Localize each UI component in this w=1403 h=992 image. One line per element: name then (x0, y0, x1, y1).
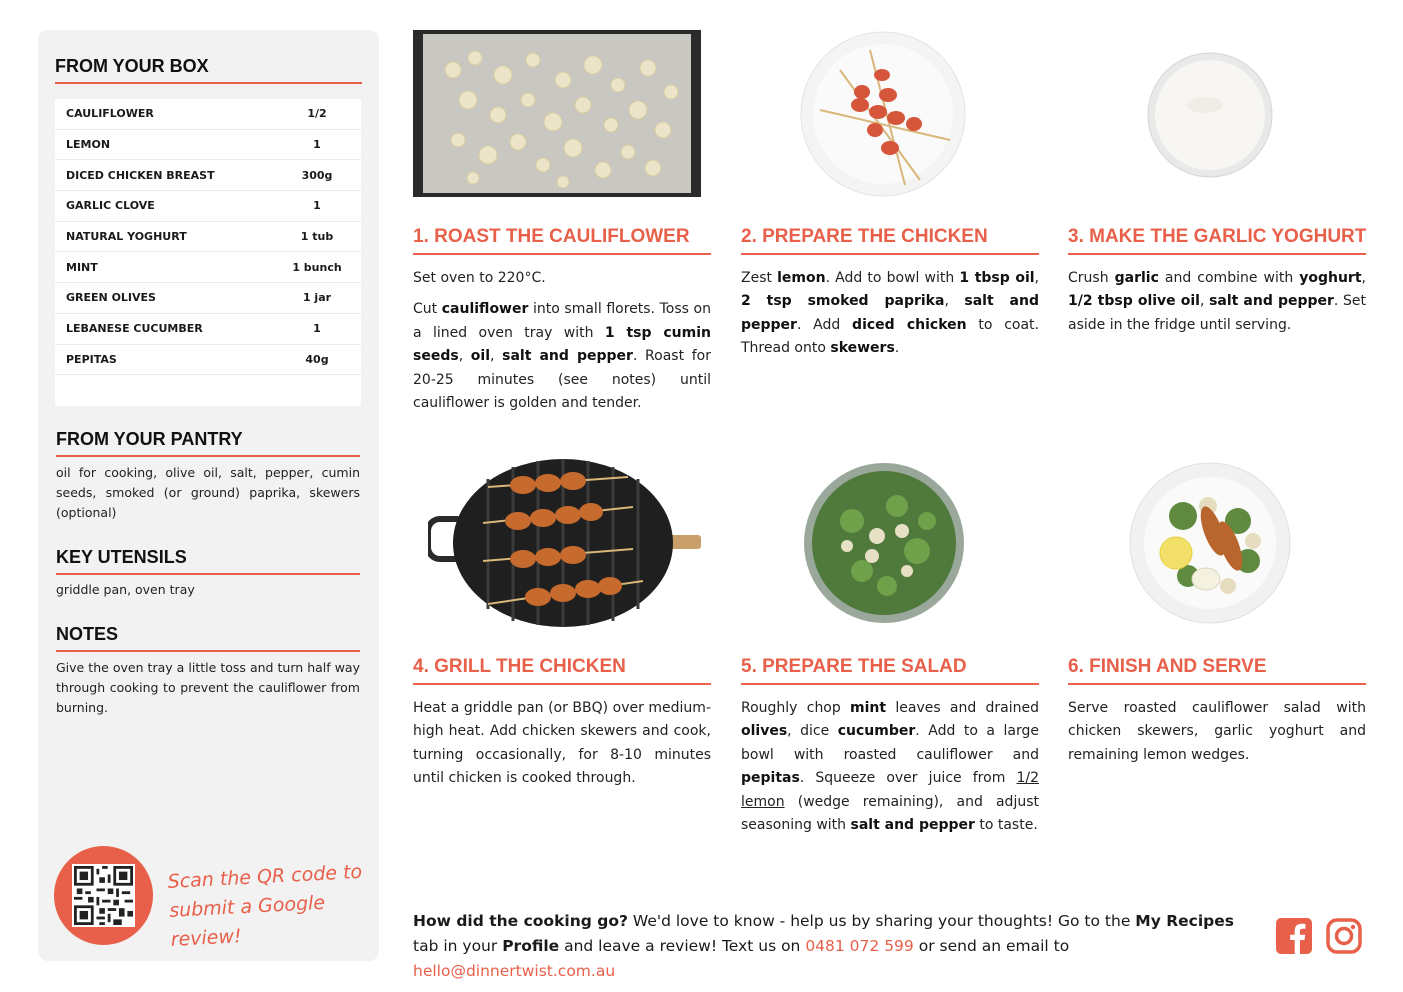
step-5-text (741, 697, 1039, 837)
qr-prompt-line2: submit a Google review! (168, 891, 326, 951)
table-row (55, 345, 361, 376)
ingredient-qty: 1 (313, 322, 321, 336)
ingredient-qty: 1/2 (307, 107, 327, 121)
text: , (490, 348, 503, 365)
step-6-photo (1128, 461, 1292, 625)
step-3-text (1068, 267, 1366, 337)
ingredient: mint (850, 700, 887, 716)
table-row (55, 283, 361, 314)
text: . Add to a large bowl with roasted cauliflower and (741, 723, 1039, 763)
text: , (1034, 270, 1039, 286)
step-1-oven: Set oven to 220°C. (413, 270, 546, 286)
ingredient: 2 tsp smoked paprika (741, 293, 945, 310)
table-row (55, 252, 361, 283)
ingredient: olives (741, 723, 788, 740)
step-2-body (741, 267, 1039, 369)
ingredient: skewers (830, 340, 895, 357)
step-5-body (741, 697, 1039, 845)
ingredient: 1/2 tbsp olive oil (1068, 293, 1200, 310)
divider (56, 573, 360, 575)
text: tab in your (413, 937, 503, 955)
step-3-body (1068, 267, 1366, 345)
step-6-body (1068, 697, 1366, 775)
ingredient-qty: 1 tub (300, 230, 334, 244)
step-6-text: Serve roasted cauliflower salad with chicken skewers, garlic yoghurt and remaining lemon wedges. (1068, 700, 1366, 763)
ingredient: pepitas (741, 770, 800, 787)
ingredient: salt and pepper (850, 817, 975, 834)
text: into small florets. Toss on a lined oven tray with (413, 301, 711, 341)
pantry-text: oil for cooking, olive oil, salt, pepper, cumin seeds, smoked (or ground) paprika, skewers (optional) (56, 465, 360, 520)
text: . Squeeze over juice from (799, 770, 1017, 787)
text: to taste. (974, 817, 1038, 834)
instagram-icon[interactable] (1326, 918, 1362, 954)
step-2-title: 2. PREPARE THE CHICKEN (741, 226, 988, 247)
step-1-photo (413, 30, 701, 197)
table-row (55, 130, 361, 161)
ingredient-qty: 300g (301, 168, 333, 182)
step-4-title: 4. GRILL THE CHICKEN (413, 656, 626, 677)
ingredient-qty: 1 jar (302, 291, 332, 305)
ingredient-qty: 1 bunch (292, 260, 342, 274)
my-recipes-link[interactable]: My Recipes (1135, 912, 1234, 930)
ingredient: salt and pepper (1209, 293, 1334, 310)
step-2-photo (800, 30, 967, 197)
key-utensils-title: KEY UTENSILS (56, 547, 187, 567)
text: Roughly chop (741, 700, 851, 716)
step-2-text (741, 267, 1039, 361)
table-row (55, 99, 361, 130)
ingredient-name: LEBANESE CUCUMBER (66, 322, 203, 336)
ingredient-name: GREEN OLIVES (66, 291, 156, 305)
ingredient: cucumber (837, 723, 916, 740)
qr-code-icon[interactable] (72, 864, 135, 927)
ingredient: lemon (777, 270, 826, 286)
facebook-icon[interactable] (1276, 918, 1312, 954)
ingredient-name: CAULIFLOWER (66, 107, 154, 121)
text: or send an email to (913, 937, 1070, 955)
from-your-box-title: FROM YOUR BOX (55, 56, 209, 76)
email-link[interactable]: hello@dinnertwist.com.au (413, 962, 616, 980)
step-3-photo (1145, 50, 1275, 180)
step-6-title: 6. FINISH AND SERVE (1068, 656, 1267, 677)
ingredient: diced chicken (852, 316, 967, 333)
step-5-photo (802, 461, 966, 625)
footer-question: How did the cooking go? (413, 912, 628, 930)
text: . Roast for 20-25 minutes (see notes) until cauliflower is golden and tender. (413, 348, 711, 412)
text: Cut (413, 301, 442, 318)
ingredient-qty: 40g (305, 352, 329, 366)
ingredient-qty: 1 (313, 199, 321, 213)
notes-title: NOTES (56, 624, 119, 644)
step-4-body (413, 697, 711, 799)
step-1-body (413, 267, 711, 423)
text: . Set aside in the fridge until serving. (1068, 293, 1367, 333)
text: leaves and drained (886, 700, 1039, 716)
text: , (1199, 293, 1210, 310)
table-row (55, 191, 361, 222)
divider (413, 253, 711, 255)
notes-text: Give the oven tray a little toss and turn half way through cooking to prevent the cauliflower from burning. (56, 660, 360, 715)
text: . (894, 340, 900, 357)
ingredient-name: PEPITAS (66, 352, 117, 366)
step-1-text (413, 298, 711, 415)
step-4-photo (428, 459, 701, 627)
text: , (1361, 270, 1366, 286)
ingredient: 1 tbsp oil (959, 270, 1035, 286)
text: Crush (1068, 270, 1115, 286)
phone-link[interactable]: 0481 072 599 (805, 937, 914, 955)
text: , dice (787, 723, 838, 740)
table-row (55, 314, 361, 345)
profile-link[interactable]: Profile (502, 937, 560, 955)
ingredient: yoghurt (1299, 270, 1362, 286)
step-1-title: 1. ROAST THE CAULIFLOWER (413, 226, 690, 247)
divider (1068, 253, 1366, 255)
text: . Add to bowl with (825, 270, 960, 286)
ingredient-name: NATURAL YOGHURT (66, 230, 187, 244)
text: to coat. Thread onto (741, 316, 1039, 357)
ingredient-name: DICED CHICKEN BREAST (66, 168, 215, 182)
table-row (55, 160, 361, 191)
divider (1068, 683, 1366, 685)
utensils-text: griddle pan, oven tray (56, 582, 195, 597)
ingredient: salt and pepper (502, 348, 633, 365)
feedback-footer (413, 909, 1263, 984)
divider (741, 683, 1039, 685)
ingredient: cauliflower (441, 301, 529, 318)
divider (56, 650, 360, 652)
qr-prompt (167, 858, 371, 955)
ingredient-underlined: 1/2 lemon (741, 770, 1039, 810)
ingredient-name: GARLIC CLOVE (66, 199, 155, 213)
divider (741, 253, 1039, 255)
divider (56, 455, 360, 457)
ingredient: garlic (1114, 270, 1159, 286)
text: (wedge remaining), and adjust seasoning with (741, 793, 1039, 834)
divider (413, 683, 711, 685)
step-5-title: 5. PREPARE THE SALAD (741, 656, 967, 677)
from-your-pantry-title: FROM YOUR PANTRY (56, 429, 243, 449)
qr-prompt-line1: Scan the QR code to (167, 860, 363, 893)
ingredient-name: MINT (66, 260, 98, 274)
ingredient-name: LEMON (66, 138, 111, 152)
ingredient: salt and pepper (741, 293, 1039, 333)
text: We'd love to know - help us by sharing your thoughts! Go to the (627, 912, 1136, 930)
text: . Add (796, 316, 853, 333)
text: , (458, 348, 471, 365)
text: and leave a review! Text us on (559, 937, 806, 955)
ingredients-table (55, 99, 361, 406)
ingredient: oil (470, 348, 491, 365)
divider (55, 82, 362, 84)
text: Zest (741, 270, 778, 286)
text: and combine with (1158, 270, 1300, 286)
ingredient: 1 tsp cumin seeds (413, 324, 711, 365)
ingredient-qty: 1 (313, 138, 321, 152)
step-4-text: Heat a griddle pan (or BBQ) over medium-high heat. Add chicken skewers and cook, turning occasionally, for 8-10 minutes until chicken is cooked through. (413, 700, 711, 787)
step-3-title: 3. MAKE THE GARLIC YOGHURT (1068, 226, 1367, 247)
text: , (944, 293, 965, 310)
table-row (55, 222, 361, 253)
